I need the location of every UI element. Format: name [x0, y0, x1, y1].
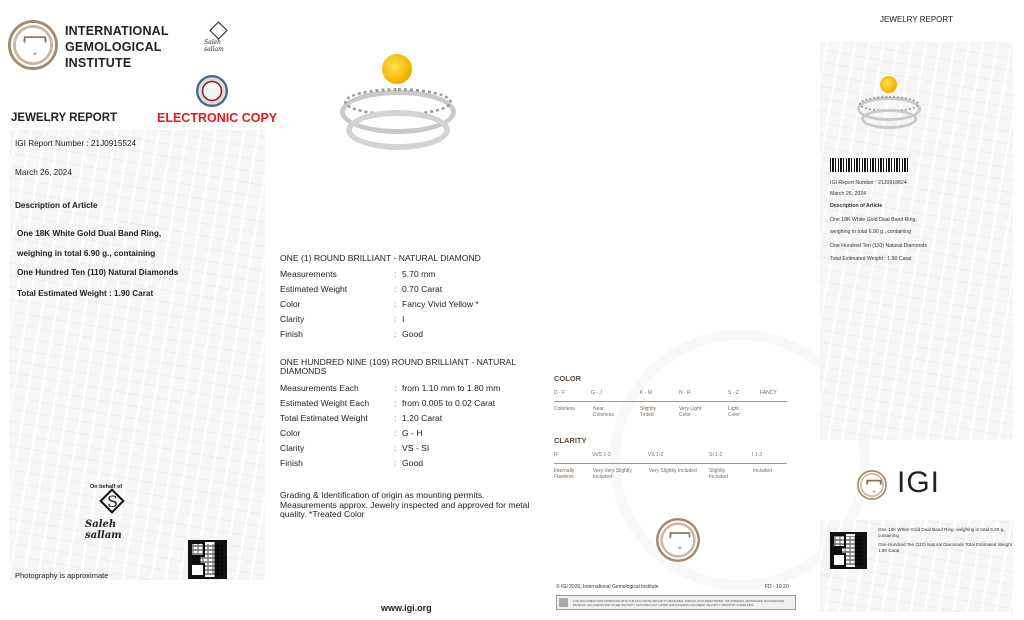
spec-row: [280, 299, 479, 309]
yellow-diamond-stone: [880, 76, 897, 93]
separator: :: [394, 314, 397, 324]
clarity-desc: Included: [753, 468, 772, 474]
color-grade: FANCY: [760, 390, 777, 396]
color-scale-heading: COLOR: [554, 374, 582, 383]
spec-label: Clarity: [280, 314, 305, 324]
diamond-icon: [209, 21, 227, 39]
description-line: weighing in total 6.90 g., containing: [830, 229, 912, 235]
spec-value: 5.70 mm: [402, 269, 436, 279]
ring-band: [861, 109, 917, 129]
report-number: IGI Report Number : 21J0918824: [830, 180, 907, 186]
stub-description: One 18K White Gold Dual Band Ring, weighing in total 6.90 g., containing: [878, 527, 1006, 538]
ring-photo-thumbnail: [853, 73, 925, 128]
report-date: March 26, 2024: [15, 168, 72, 177]
clarity-grade: VS 1-2: [648, 452, 664, 458]
igi-seal-logo: [8, 20, 58, 70]
color-grade: S - Z: [728, 390, 739, 396]
separator: :: [394, 269, 397, 279]
security-text: THIS DOCUMENT WAS PRODUCED WITH THE FOLLOWING SECURITY MEASURES: SPECIAL DOCUMENT PAPER, INK SCREENS, WATERMARK BACKGROUND DESIGNS, HOLOGRAM AND OTHER SECURITY FEATURES NOT LISTED AND EXCEEDS DOCUMENT SECURITY INDUSTRY GUIDELINES.: [573, 599, 785, 607]
description-line: Total Estimated Weight : 1.90 Carat: [17, 289, 154, 298]
spec-row: [280, 383, 500, 393]
spec-row: [280, 314, 404, 324]
spec-row: [280, 329, 423, 339]
spec-value: from 1.10 mm to 1.80 mm: [402, 383, 501, 393]
spec-label: Finish: [280, 329, 303, 339]
spec-value: Good: [402, 458, 424, 468]
separator: :: [394, 398, 397, 408]
saleh-jewelry-logo: [204, 22, 234, 53]
spec-row: [280, 428, 423, 438]
spec-label: Color: [280, 428, 301, 438]
spec-value: 1.20 Carat: [402, 413, 443, 423]
website-link[interactable]: www.igi.org: [381, 603, 432, 613]
description-line: One Hundred Ten (110) Natural Diamonds: [17, 268, 179, 277]
on-behalf-logo: [85, 484, 145, 541]
clarity-grade: IF: [554, 452, 559, 458]
spec-row: [280, 269, 435, 279]
spec-value: 0.70 Carat: [402, 284, 443, 294]
spec-value: G - H: [402, 428, 423, 438]
form-code: FD - 10 20: [765, 584, 789, 590]
color-desc: Slightly Tinted: [640, 406, 657, 418]
color-grade: G - J: [591, 390, 602, 396]
clarity-grade: VVS 1-2: [592, 452, 611, 458]
clarity-desc: Internally Flawless: [554, 468, 575, 480]
ring-photo: [332, 42, 464, 152]
description-heading: Description of Article: [15, 201, 98, 210]
report-number: IGI Report Number : 21J0915524: [15, 139, 137, 148]
spec-value: Fancy Vivid Yellow *: [402, 299, 479, 309]
document-lock-icon: [559, 598, 568, 607]
spec-label: Total Estimated Weight: [280, 413, 368, 423]
clarity-desc: Very Slightly Included: [649, 468, 697, 474]
spec-label: Clarity: [280, 443, 305, 453]
color-desc: Colorless: [554, 406, 575, 412]
photo-note: Photography is approximate: [15, 571, 109, 580]
org-name-line: INTERNATIONAL: [65, 24, 169, 38]
color-grade: K - M: [640, 390, 652, 396]
logo-letter: S: [107, 492, 118, 511]
color-desc: Near Colorless: [593, 406, 614, 418]
qr-code-icon[interactable]: [830, 532, 867, 569]
igi-brand-logo: IGI: [897, 466, 941, 499]
separator: :: [394, 284, 397, 294]
org-name-line: GEMOLOGICAL: [65, 40, 162, 54]
color-desc: Light Color: [728, 406, 740, 418]
spec-value: I: [402, 314, 405, 324]
spec-value: from 0.005 to 0.02 Carat: [402, 398, 496, 408]
spec-label: Measurements: [280, 269, 337, 279]
clarity-desc: Very Very Slightly Included: [593, 468, 632, 480]
spec-value: Good: [402, 329, 424, 339]
separator: :: [394, 383, 397, 393]
spec-value: VS - SI: [402, 443, 430, 453]
barcode-icon: [830, 158, 910, 172]
clarity-scale-heading: CLARITY: [554, 436, 587, 445]
logo-signature: Saleh sallam: [204, 39, 224, 53]
ring-band: [346, 110, 450, 150]
separator: :: [394, 428, 397, 438]
clarity-desc: Slightly Included: [709, 468, 728, 480]
org-name-line: INSTITUTE: [65, 56, 132, 70]
grading-disclaimer: Grading & Identification of origin as mounting permits. Measurements approx. Jewelry inspected and approved for metal quality. *Treated Color: [280, 490, 530, 519]
description-line: One 18K White Gold Dual Band Ring,: [17, 229, 162, 238]
spec-label: Measurements Each: [280, 383, 359, 393]
description-line: Total Estimated Weight : 1.90 Carat: [830, 256, 912, 262]
clarity-grade: SI 1-2: [709, 452, 723, 458]
security-notice: [556, 595, 796, 610]
divider: [554, 401, 787, 402]
spec-label: Estimated Weight: [280, 284, 348, 294]
report-title: JEWELRY REPORT: [880, 15, 953, 24]
on-behalf-text: On behalf of: [90, 484, 123, 490]
description-line: One Hundred Ten (110) Natural Diamonds: [830, 243, 927, 249]
spec-row: [280, 284, 442, 294]
spec-row: [280, 413, 442, 423]
separator: :: [394, 443, 397, 453]
spec-row: [280, 398, 495, 408]
separator: :: [394, 329, 397, 339]
color-grade: N - R: [679, 390, 691, 396]
separator: :: [394, 299, 397, 309]
divider: [554, 463, 787, 464]
color-desc: Very Light Color: [679, 406, 702, 418]
electronic-copy-label: ELECTRONIC COPY: [157, 111, 278, 125]
description-line: One 18K White Gold Dual Band Ring,: [830, 217, 917, 223]
stone2-heading: ONE HUNDRED NINE (109) ROUND BRILLIANT - NATURAL DIAMONDS: [280, 357, 516, 376]
color-grade: D - F: [554, 390, 566, 396]
description-line: weighing in total 6.90 g., containing: [17, 249, 156, 258]
stub-description: One Hundred Ten (110) Natural Diamonds Total Estimated Weight : 1.90 Carat: [878, 542, 1015, 553]
description-heading: Description of Article: [830, 203, 883, 209]
logo-signature: Saleh sallam: [85, 519, 122, 541]
organization-name: [65, 23, 169, 71]
copyright-text: © IGI 2020, International Gemological Institute: [556, 584, 659, 590]
report-date: March 26, 2024: [830, 191, 867, 197]
igi-seal-logo: [656, 518, 700, 562]
qr-code-icon[interactable]: [188, 540, 227, 579]
spec-row: [280, 458, 423, 468]
igi-seal-logo: [857, 470, 887, 500]
stone1-heading: ONE (1) ROUND BRILLIANT - NATURAL DIAMOND: [280, 253, 481, 263]
separator: :: [394, 458, 397, 468]
spec-label: Finish: [280, 458, 303, 468]
yellow-diamond-stone: [382, 54, 412, 84]
spec-label: Color: [280, 299, 301, 309]
spec-label: Estimated Weight Each: [280, 398, 370, 408]
spec-row: [280, 443, 429, 453]
report-title: JEWELRY REPORT: [11, 112, 118, 124]
clarity-grade: I 1-3: [752, 452, 763, 458]
separator: :: [394, 413, 397, 423]
assured-quality-badge-icon: [196, 75, 228, 107]
